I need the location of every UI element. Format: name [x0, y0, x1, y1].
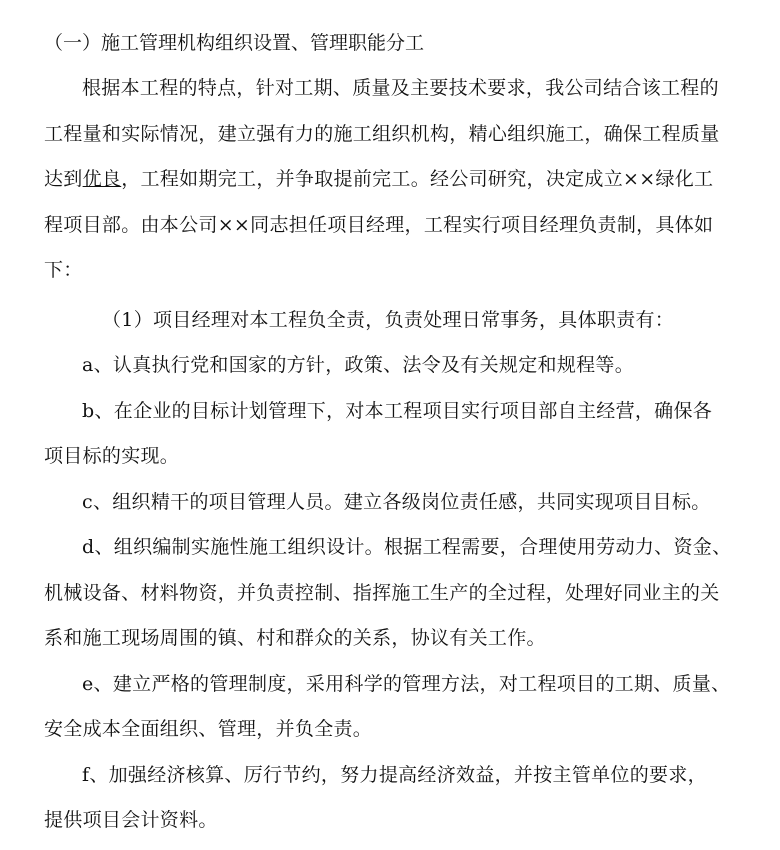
- duty-b: [44, 389, 760, 480]
- intro-line-3-suffix: ，工程如期完工，并争取提前完工。经公司研究，决定成立××绿化工: [121, 168, 714, 190]
- duty-d: [44, 525, 760, 662]
- duty-c-line-1: c、组织精干的项目管理人员。建立各级岗位责任感，共同实现项目目标。: [82, 490, 711, 513]
- duty-a-line-1: a、认真执行党和国家的方针，政策、法令及有关规定和规程等。: [82, 354, 635, 376]
- duty-e-line-2: 安全成本全面组织、管理，并负全责。: [44, 718, 373, 740]
- duty-d-line-1: d、组织编制实施性施工组织设计。根据工程需要，合理使用劳动力、资金、: [82, 536, 732, 558]
- duty-e-line-1: e、建立严格的管理制度，采用科学的管理方法，对工程项目的工期、质量、: [82, 672, 731, 695]
- intro-line-3-prefix: 达到: [44, 168, 83, 190]
- intro-line-1: 根据本工程的特点，针对工期、质量及主要技术要求，我公司结合该工程的: [82, 77, 719, 99]
- item-1-heading: [44, 298, 760, 344]
- underlined-word: 优良: [82, 168, 122, 190]
- duty-f-line-2: 提供项目会计资料。: [44, 809, 218, 831]
- intro-line-2: 工程量和实际情况，建立强有力的施工组织机构，精心组织施工，确保工程质量: [44, 122, 720, 145]
- duty-c: [44, 480, 760, 526]
- section-heading: （一）施工管理机构组织设置、管理职能分工: [44, 32, 425, 54]
- document-page: [44, 20, 760, 844]
- duty-e: [44, 662, 760, 753]
- duty-d-line-2: 机械设备、材料物资，并负责控制、指挥施工生产的全过程，处理好同业主的关: [44, 581, 720, 604]
- duty-f-line-1: f、加强经济核算、厉行节约，努力提高经济效益，并按主管单位的要求，: [82, 763, 707, 786]
- duty-b-line-2: 项目标的实现。: [44, 445, 180, 467]
- duty-f: [44, 753, 760, 844]
- intro-line-3: [6, 157, 760, 203]
- intro-paragraph: [44, 66, 760, 294]
- intro-line-5: 下：: [44, 259, 83, 281]
- item-1-title: （1）项目经理对本工程负全责，负责处理日常事务，具体职责有：: [102, 308, 675, 331]
- intro-line-4: 程项目部。由本公司××同志担任项目经理，工程实行项目经理负责制，具体如: [44, 213, 714, 236]
- duty-d-line-3: 系和施工现场周围的镇、村和群众的关系，协议有关工作。: [44, 627, 546, 649]
- duty-a: [44, 343, 760, 389]
- duty-b-line-1: b、在企业的目标计划管理下，对本工程项目实行项目部自主经营，确保各: [82, 399, 713, 422]
